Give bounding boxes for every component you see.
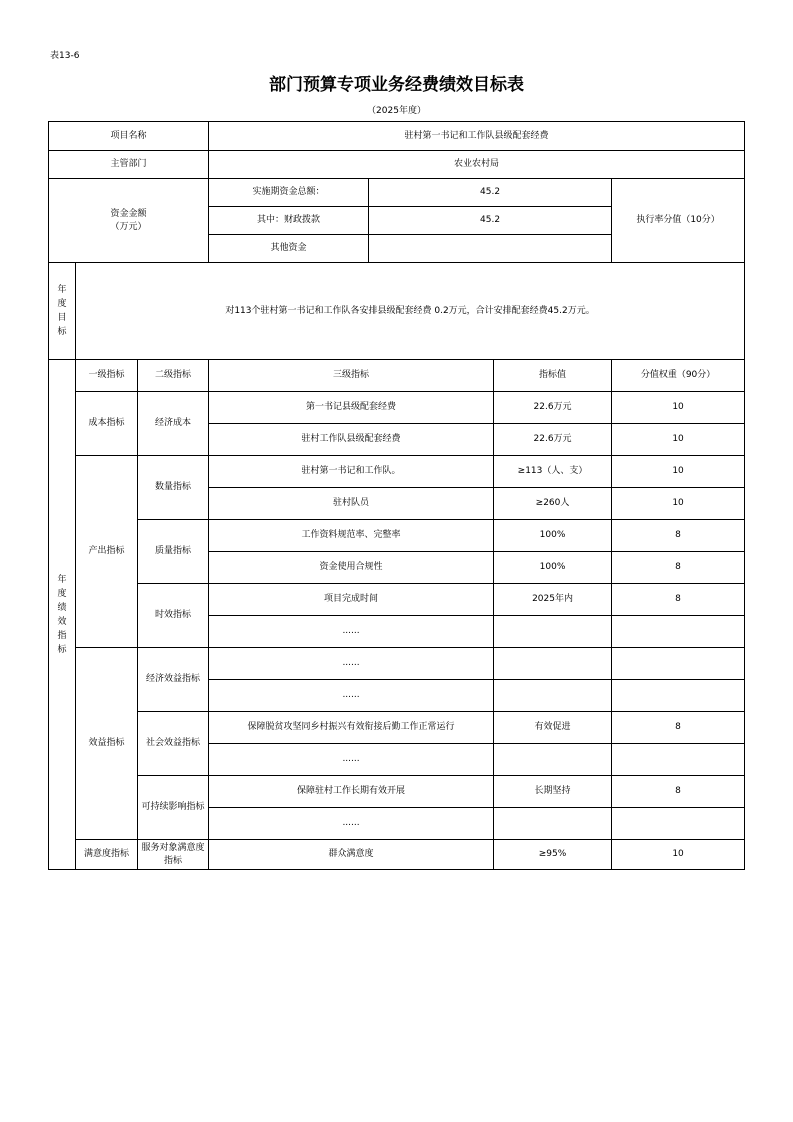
exec-rate-label: 执行率分值（10分）	[612, 179, 745, 263]
level1-cost: 成本指标	[76, 392, 138, 456]
indicator-value: 22.6万元	[494, 392, 612, 424]
indicator-name: 项目完成时间	[209, 584, 494, 616]
indicator-value: 有效促进	[494, 712, 612, 744]
funds-fiscal-label: 其中：财政拨款	[209, 207, 369, 235]
header-level2: 二级指标	[138, 360, 209, 392]
level2-economic-cost: 经济成本	[138, 392, 209, 456]
indicator-name: 驻村工作队县级配套经费	[209, 424, 494, 456]
indicator-name: 保障脱贫攻坚同乡村振兴有效衔接后勤工作正常运行	[209, 712, 494, 744]
indicator-name: ......	[209, 680, 494, 712]
header-value: 指标值	[494, 360, 612, 392]
indicator-name: 群众满意度	[209, 840, 494, 870]
funds-total-label: 实施期资金总额：	[209, 179, 369, 207]
indicator-weight: 8	[612, 552, 745, 584]
funds-fiscal-value: 45.2	[369, 207, 612, 235]
header-level1: 一级指标	[76, 360, 138, 392]
funds-label-line2: （万元）	[110, 221, 147, 232]
annual-goal-row	[49, 263, 745, 360]
indicator-value: ≥260人	[494, 488, 612, 520]
project-name-row	[49, 122, 745, 151]
level2-service-satisfaction: 服务对象满意度指标	[138, 840, 209, 870]
table-row	[49, 456, 745, 488]
department-row	[49, 151, 745, 179]
indicator-value	[494, 744, 612, 776]
indicator-weight: 10	[612, 424, 745, 456]
funds-total-value: 45.2	[369, 179, 612, 207]
indicator-weight	[612, 744, 745, 776]
page-title: 部门预算专项业务经费绩效目标表	[269, 75, 524, 95]
level2-social-benefit: 社会效益指标	[138, 712, 209, 776]
indicator-name: 资金使用合规性	[209, 552, 494, 584]
project-name-value: 驻村第一书记和工作队县级配套经费	[209, 122, 745, 151]
indicator-weight: 10	[612, 392, 745, 424]
indicator-weight: 8	[612, 584, 745, 616]
header-weight: 分值权重（90分）	[612, 360, 745, 392]
annual-goal-label: 年度目标	[49, 263, 76, 360]
indicator-value	[494, 648, 612, 680]
department-label: 主管部门	[49, 151, 209, 179]
perf-header-row	[49, 360, 745, 392]
table-row	[49, 840, 745, 870]
indicator-name: 保障驻村工作长期有效开展	[209, 776, 494, 808]
indicator-value: 22.6万元	[494, 424, 612, 456]
indicator-weight	[612, 616, 745, 648]
annual-goal-text: 对113个驻村第一书记和工作队各安排县级配套经费 0.2万元，合计安排配套经费45.2万元。	[76, 263, 745, 360]
level1-output: 产出指标	[76, 456, 138, 648]
indicator-name: 工作资料规范率、完整率	[209, 520, 494, 552]
level1-satisfaction: 满意度指标	[76, 840, 138, 870]
indicator-name: 驻村第一书记和工作队。	[209, 456, 494, 488]
form-code: 表13-6	[50, 51, 80, 61]
indicator-weight: 10	[612, 488, 745, 520]
table-row	[49, 520, 745, 552]
table-row	[49, 392, 745, 424]
indicator-value	[494, 680, 612, 712]
indicator-value	[494, 808, 612, 840]
funds-label	[49, 179, 209, 263]
indicator-weight: 10	[612, 456, 745, 488]
indicator-weight: 8	[612, 520, 745, 552]
level1-benefit: 效益指标	[76, 648, 138, 840]
indicator-value: ≥95%	[494, 840, 612, 870]
indicator-name: ......	[209, 616, 494, 648]
indicator-value: 长期坚持	[494, 776, 612, 808]
indicator-name: ......	[209, 808, 494, 840]
indicator-name: 第一书记县级配套经费	[209, 392, 494, 424]
indicator-name: ......	[209, 744, 494, 776]
funds-total-row	[49, 179, 745, 207]
indicator-value: 2025年内	[494, 584, 612, 616]
funds-other-value	[369, 235, 612, 263]
indicator-value: 100%	[494, 552, 612, 584]
indicator-weight: 8	[612, 776, 745, 808]
indicator-weight: 8	[612, 712, 745, 744]
performance-target-table	[48, 121, 745, 870]
project-name-label: 项目名称	[49, 122, 209, 151]
table-row	[49, 648, 745, 680]
indicator-weight	[612, 680, 745, 712]
funds-label-line1: 资金金额	[110, 208, 147, 219]
department-value: 农业农村局	[209, 151, 745, 179]
level2-timeliness: 时效指标	[138, 584, 209, 648]
level2-quantity: 数量指标	[138, 456, 209, 520]
table-row	[49, 712, 745, 744]
table-row	[49, 584, 745, 616]
level2-economic-benefit: 经济效益指标	[138, 648, 209, 712]
indicator-weight	[612, 808, 745, 840]
indicator-value: ≥113（人、支）	[494, 456, 612, 488]
indicator-weight: 10	[612, 840, 745, 870]
indicator-name: ......	[209, 648, 494, 680]
indicator-weight	[612, 648, 745, 680]
level2-sustainable: 可持续影响指标	[138, 776, 209, 840]
level2-quality: 质量指标	[138, 520, 209, 584]
indicator-value: 100%	[494, 520, 612, 552]
funds-other-label: 其他资金	[209, 235, 369, 263]
perf-label: 年度绩效指标	[49, 360, 76, 870]
header-level3: 三级指标	[209, 360, 494, 392]
indicator-name: 驻村队员	[209, 488, 494, 520]
table-row	[49, 776, 745, 808]
indicator-value	[494, 616, 612, 648]
budget-year: （2025年度）	[367, 106, 426, 116]
